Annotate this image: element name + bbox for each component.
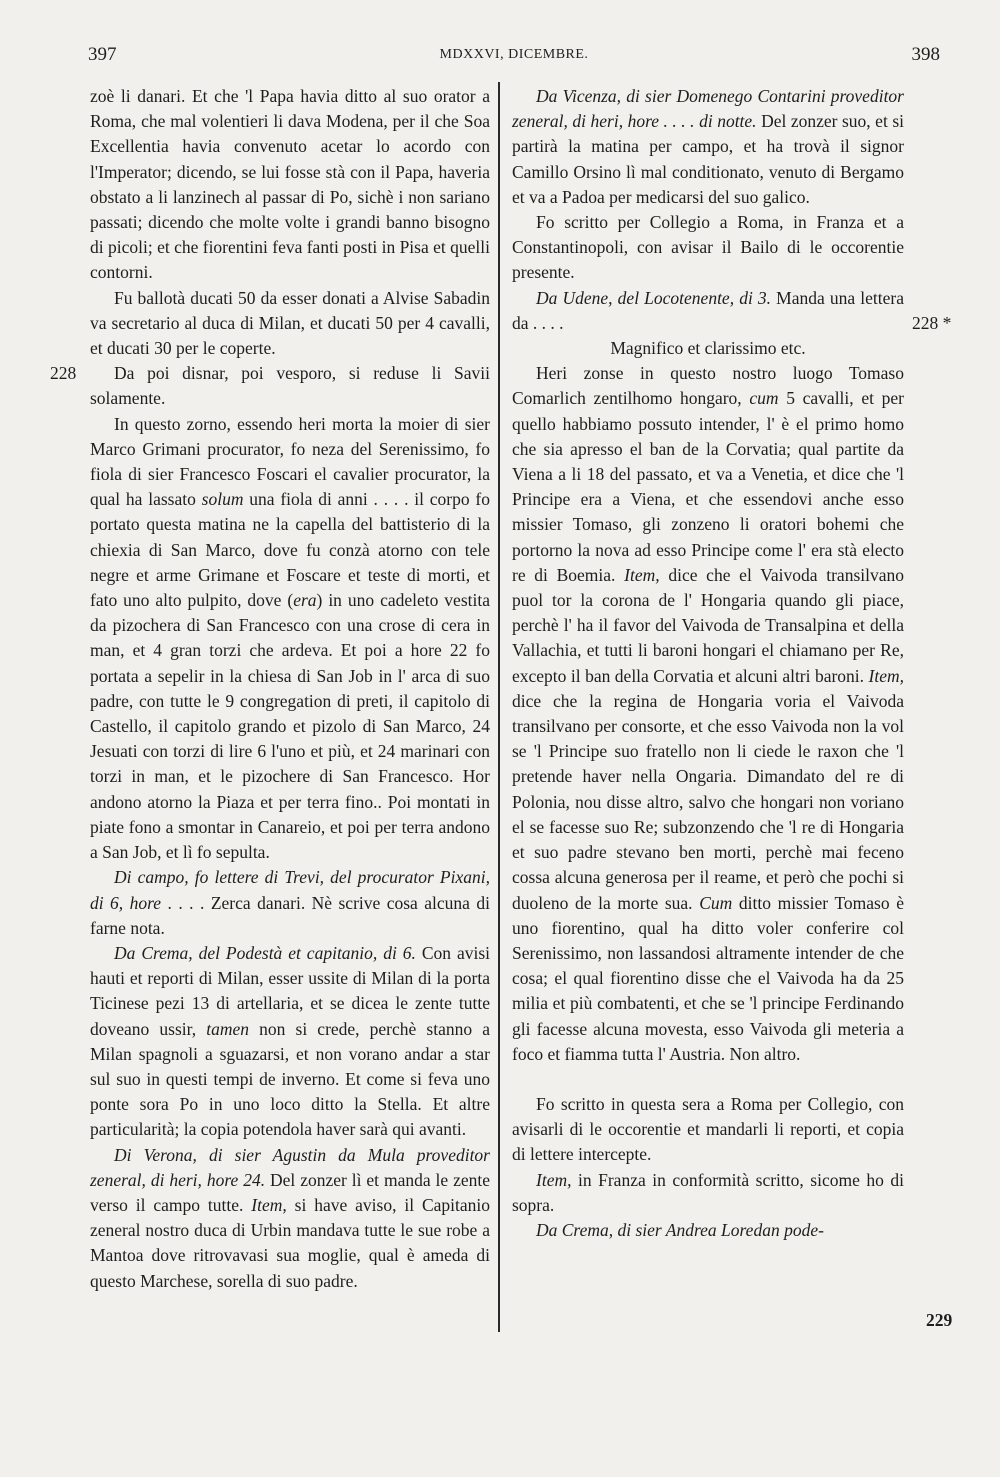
paragraph: Item, in Franza in conformità scritto, sicome ho di sopra. bbox=[512, 1169, 904, 1215]
spacer bbox=[512, 1067, 904, 1092]
paragraph: Da poi disnar, poi vesporo, si reduse li Savii solamente. bbox=[90, 363, 490, 409]
paragraph: zoè li danari. Et che 'l Papa havia ditto al suo orator a Roma, che mal volentieri li dava Modena, per il che Soa Excellentia havia convenuto acetar lo acordo con l'Imperator; dicendo, se lui fosse stà con il Papa, haveria obstato a li lanzinech al passar di Po, sichè i non sariano passati; dicendo che molte volte i grandi banno bisogno di picoli; et che fiorentini feva fanti posti in Pisa et quelli contorni. bbox=[90, 86, 490, 283]
page-header bbox=[88, 44, 940, 74]
left-column bbox=[90, 84, 490, 1294]
paragraph: Da Vicenza, di sier Domenego Contarini proveditor zeneral, di heri, hore . . . . di notte. Del zonzer suo, et si partirà la matina per campo, et ha trovà il signor Camillo Orsino lì mal conditionato, venuto di Bergamo et va a Padoa per medicarsi del suo galico. bbox=[512, 86, 904, 207]
paragraph: Di Verona, di sier Agustin da Mula proveditor zeneral, di heri, hore 24. Del zonzer lì et manda le zente verso il campo tutte. Item, si have aviso, il Capitanio zeneral nostro duca di Urbin mandava tutte le sue robe a Mantoa dove ritrovavasi sua moglie, qual è ameda di questo Marchese, sorella di suo padre. bbox=[90, 1144, 490, 1291]
paragraph: In questo zorno, essendo heri morta la moier di sier Marco Grimani procurator, fo neza del Serenissimo, fo fiola di sier Francesco Foscari el cavalier procurator, la qual ha lassato solum una fiola di anni . . . . il corpo fo portato questa matina ne la capella del battisterio di la chiexia di San Marco, dove fu conzà atorno con tele negre et arme Grimane et Foscare et teste di morti, et fato uno alto pulpito, dove (era) in uno cadeleto vestita da pizochera di San Francesco con una crose di cera in man, et 4 gran torzi che ardeva. Et poi a hore 22 fo portata a sepelir in la chiesa di San Job in l' arca di suo padre, con tutte le 9 congregation di preti, il capitolo di Castello, il capitolo grando et pizolo di San Marco, 24 Jesuati con torzi di lire 6 l'uno et più, et 24 marinari con torzi in man, et le pizochere di San Francesco. Hor andono atorno la Piaza et per terra fino.. Poi montati in piate fono a smontar in Canareio, et poi per terra andono a San Job, et lì fo sepulta. bbox=[90, 413, 490, 863]
paragraph: Fu ballotà ducati 50 da esser donati a Alvise Sabadin va secretario al duca di Milan, et ducati 50 per 4 cavalli, et ducati 30 per le coperte. bbox=[90, 287, 490, 359]
right-column bbox=[512, 84, 904, 1243]
page-number-right: 398 bbox=[911, 44, 940, 65]
paragraph: Fo scritto in questa sera a Roma per Collegio, con avisarli di le occorentie et mandarli li reporti, et copia di lettere intercepte. bbox=[512, 1093, 904, 1165]
paragraph: Fo scritto per Collegio a Roma, in Franza et a Constantinopoli, con avisar il Bailo di le occorentie presente. bbox=[512, 212, 904, 283]
margin-note-right: 228 * bbox=[912, 313, 952, 333]
paragraph: Da Crema, di sier Andrea Loredan pode- bbox=[536, 1219, 824, 1240]
margin-note-left: 228 bbox=[50, 363, 77, 383]
paragraph: Heri zonse in questo nostro luogo Tomaso Comarlich zentilhomo hongaro, cum 5 cavalli, et per quello habbiamo possuto intender, l' è el primo homo che sia apresso el ban de la Corvatia; qual partite da Viena a li 18 del passato, et va a Venetia, et dice che 'l Principe era a Viena, et che essendovi anche esso missier Tomaso, gli zonzeno li oratori bohemi che portorno la nova ad esso Principe come l' era stà electo re di Boemia. Item, dice che el Vaivoda transilvano puol tor la corona de l' Hongaria quando gli piace, perchè l' ha il favor del Vaivoda de Transalpina et della Vallachia, et tutti li baroni hongari el chiamano per Re, excepto il ban della Corvatia et alcuni altri baroni. Item, dice che la regina de Hongaria voria el Vaivoda transilvano per consorte, et che esso Vaivoda non la vol se 'l Principe suo fratello non li ciede le raxon che 'l pretende haver nella Ongaria. Dimandato del re di Polonia, nou disse altro, salvo che hongari non voriano el se facesse suo Re; subzonzendo che 'l re di Hongaria et suo padre stevano ben morti, perchè mai feceno cossa alcuna generosa per il reame, et però che pochi si duoleno de la morte sua. Cum ditto missier Tomaso è uno fiorentino, qual ha ditto voler conferire col Serenissimo, non lassandosi altramente intender de che cosa; el qual fiorentino disse che el Vaivoda ha da 25 milia et più combatenti, et che se 'l principe Ferdinando gli facesse alcuna movesta, esso Vaivoda gli meteria a foco et fiamma tutta l' Austria. Non altro. bbox=[512, 363, 904, 1064]
paragraph: Da Crema, del Podestà et capitanio, di 6. Con avisi hauti et reporti di Milan, esser ussite di Milan di la porta Ticinese pezi 13 di artellaria, et se dicea le zente tutte doveano ussir, tamen non si crede, perchè stanno a Milan spagnoli a sguazarsi, et non vorano andar a star sul suo in questi tempi de inverno. Et come si feva uno ponte sora Po in uno loco ditto la Stella. Et altre particularità; la copia potendola haver sarà qui avanti. bbox=[90, 942, 490, 1140]
page-number-left: 397 bbox=[88, 44, 117, 65]
paragraph: Di campo, fo lettere di Trevi, del procurator Pixani, di 6, hore . . . . Zerca danari. Nè scrive cosa alcuna di farne nota. bbox=[90, 867, 491, 938]
letter-salutation: Magnifico et clarissimo etc. bbox=[610, 338, 806, 359]
running-title: MDXXVI, DICEMBRE. bbox=[439, 47, 589, 62]
column-divider bbox=[498, 82, 500, 1332]
margin-note-right-bottom: 229 bbox=[926, 1310, 953, 1330]
paragraph: Da Udene, del Locotenente, di 3. Manda una lettera da . . . . bbox=[512, 287, 905, 333]
